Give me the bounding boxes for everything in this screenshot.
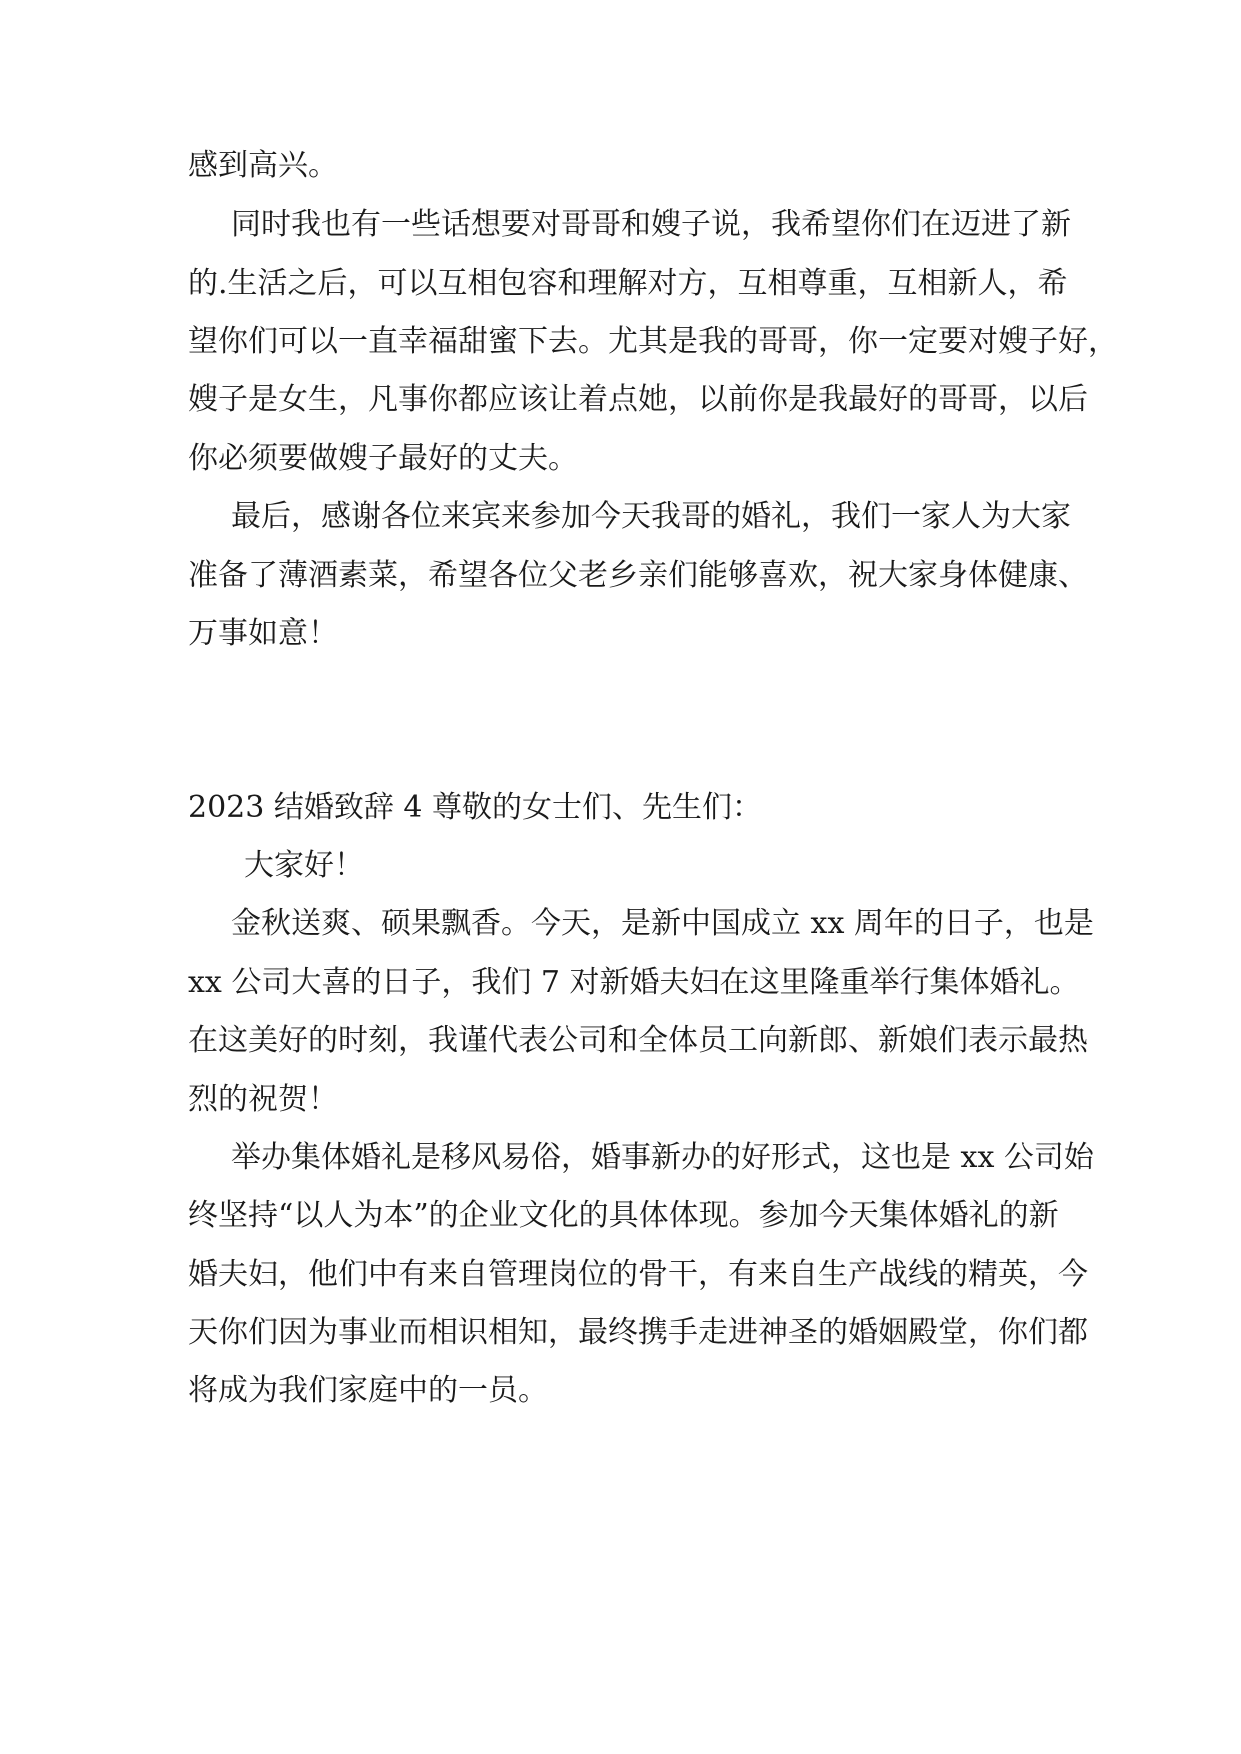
paragraph-line: 在这美好的时刻，我谨代表公司和全体员工向新郎、新娘们表示最热: [188, 1023, 1088, 1058]
paragraph-line: 烈的祝贺！: [188, 1082, 338, 1117]
paragraph-line: 望你们可以一直幸福甜蜜下去。尤其是我的哥哥，你一定要对嫂子好，: [188, 324, 1118, 359]
paragraph-line: 举办集体婚礼是移风易俗，婚事新办的好形式，这也是 xx 公司始: [231, 1140, 1094, 1175]
paragraph-line: 最后，感谢各位来宾来参加今天我哥的婚礼，我们一家人为大家: [231, 499, 1071, 534]
paragraph-line: 嫂子是女生，凡事你都应该让着点她，以前你是我最好的哥哥，以后: [188, 382, 1088, 417]
paragraph-line: 同时我也有一些话想要对哥哥和嫂子说，我希望你们在迈进了新: [231, 207, 1071, 242]
paragraph-line: 金秋送爽、硕果飘香。今天，是新中国成立 xx 周年的日子，也是: [231, 906, 1094, 941]
paragraph-line: 万事如意！: [188, 616, 338, 651]
paragraph-line: 感到高兴。: [188, 148, 338, 183]
paragraph-line: 准备了薄酒素菜，希望各位父老乡亲们能够喜欢，祝大家身体健康、: [188, 558, 1088, 593]
paragraph-line: xx 公司大喜的日子，我们 7 对新婚夫妇在这里隆重举行集体婚礼。: [188, 965, 1080, 1000]
paragraph-line: 你必须要做嫂子最好的丈夫。: [188, 441, 578, 476]
paragraph-line: 终坚持“以人为本”的企业文化的具体体现。参加今天集体婚礼的新: [188, 1198, 1059, 1233]
paragraph-line: 将成为我们家庭中的一员。: [188, 1373, 548, 1408]
section-heading: 2023 结婚致辞 4 尊敬的女士们、先生们：: [188, 790, 763, 825]
paragraph-line: 婚夫妇，他们中有来自管理岗位的骨干，有来自生产战线的精英，今: [188, 1257, 1088, 1292]
paragraph-line: 的.生活之后，可以互相包容和理解对方，互相尊重，互相新人，希: [188, 266, 1068, 301]
paragraph-line: 天你们因为事业而相识相知，最终携手走进神圣的婚姻殿堂，你们都: [188, 1315, 1088, 1350]
greeting-line: 大家好！: [244, 848, 364, 883]
